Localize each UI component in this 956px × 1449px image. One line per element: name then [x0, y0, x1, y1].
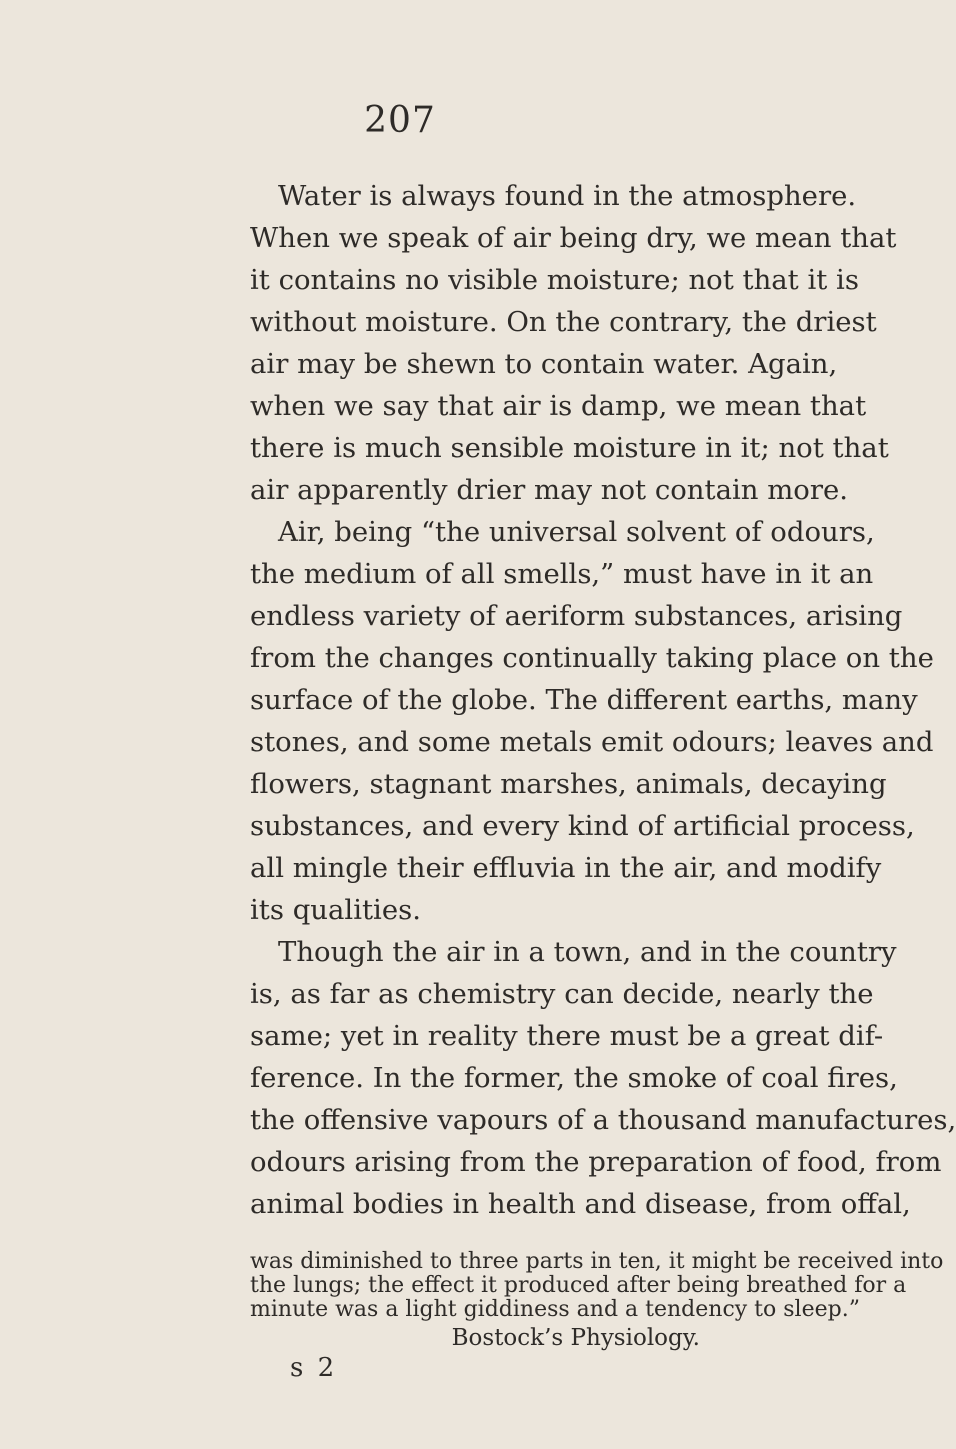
text-line: same; yet in reality there must be a great dif- — [250, 1020, 884, 1052]
text-line: its qualities. — [250, 894, 421, 926]
page-number: 207 — [364, 100, 436, 141]
text-line: stones, and some metals emit odours; leaves and — [250, 726, 934, 758]
text-line: substances, and every kind of artificial process, — [250, 810, 915, 842]
text-line: Water is always found in the atmosphere. — [278, 180, 857, 212]
footnote-line: minute was a light giddiness and a tendency to sleep.” — [250, 1297, 860, 1322]
text-line: Though the air in a town, and in the country — [278, 936, 897, 968]
text-line: air may be shewn to contain water. Again, — [250, 348, 838, 380]
text-line: When we speak of air being dry, we mean that — [250, 222, 897, 254]
text-line: endless variety of aeriform substances, arising — [250, 600, 903, 632]
text-line: is, as far as chemistry can decide, nearly the — [250, 978, 874, 1010]
text-line: odours arising from the preparation of food, from — [250, 1146, 942, 1178]
text-line: from the changes continually taking place on the — [250, 642, 934, 674]
text-line: animal bodies in health and disease, from offal, — [250, 1188, 911, 1220]
text-line: it contains no visible moisture; not that it is — [250, 264, 859, 296]
text-line: the offensive vapours of a thousand manufactures, — [250, 1104, 956, 1136]
signature-mark: s 2 — [290, 1353, 338, 1383]
text-line: ference. In the former, the smoke of coal fires, — [250, 1062, 898, 1094]
text-line: Air, being “the universal solvent of odours, — [278, 516, 875, 548]
text-line: surface of the globe. The different earths, many — [250, 684, 918, 716]
footnote-line: was diminished to three parts in ten, it might be received into — [250, 1249, 944, 1274]
text-line: when we say that air is damp, we mean that — [250, 390, 867, 422]
text-line: flowers, stagnant marshes, animals, decaying — [250, 768, 887, 800]
text-line: the medium of all smells,” must have in it an — [250, 558, 874, 590]
footnote-line: the lungs; the effect it produced after being breathed for a — [250, 1273, 907, 1298]
citation: Bostock’s Physiology. — [451, 1325, 700, 1351]
text-line: there is much sensible moisture in it; not that — [250, 432, 889, 464]
text-line: air apparently drier may not contain more. — [250, 474, 849, 506]
text-line: without moisture. On the contrary, the driest — [250, 306, 877, 338]
text-line: all mingle their effluvia in the air, and modify — [250, 852, 882, 884]
